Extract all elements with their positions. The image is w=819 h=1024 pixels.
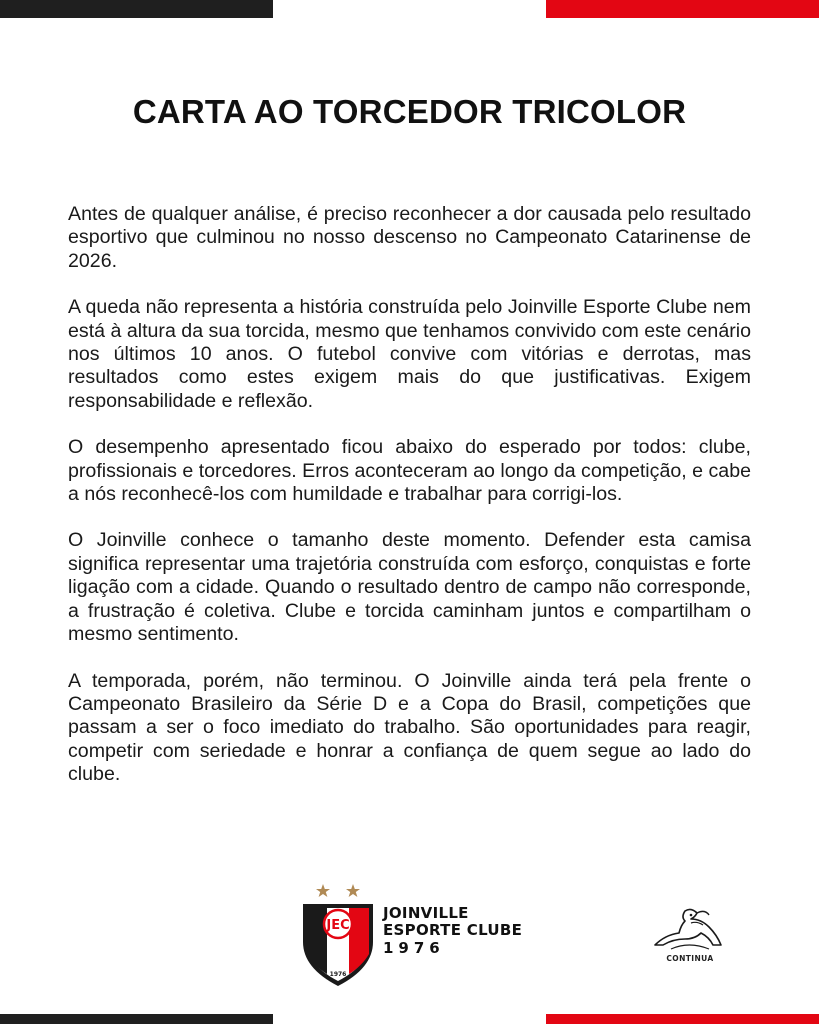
jec-crest-icon — [300, 882, 376, 987]
top-right-accent-bar — [546, 0, 819, 18]
bottom-left-accent-bar — [0, 1014, 273, 1024]
paragraph-2: A queda não representa a história construída pelo Joinville Esporte Clube nem está à altura da sua torcida, mesmo que tenhamos convivido com este cenário nos últimos 10 anos. O futebol convive com vitórias e derrotas, mas resultados como estes exigem mais do que justificativas. Exigem responsabilidade e reflexão. — [68, 296, 751, 412]
continua-label: CONTINUA — [666, 954, 714, 963]
paragraph-5: A temporada, porém, não terminou. O Joinville ainda terá pela frente o Campeonato Brasileiro da Série D e a Copa do Brasil, competições que passam a ser o foco imediato do trabalho. São oportunidades para reagir, competir com seriedade e honrar a confiança de quem segue ao lado do clube. — [68, 669, 751, 786]
paragraph-3: O desempenho apresentado ficou abaixo do esperado por todos: clube, profissionais e torcedores. Erros aconteceram ao longo da competição, e cabe a nós reconhecê-los com humildade e trabalhar para corrigi-los. — [68, 436, 751, 506]
club-name — [383, 905, 522, 957]
bottom-right-accent-bar — [546, 1014, 819, 1024]
paragraph-4: O Joinville conhece o tamanho deste momento. Defender esta camisa significa representar uma trajetória construída com esforço, conquistas e forte ligação com a cidade. Quando o resultado dentro de campo não corresponde, a frustração é coletiva. Clube e torcida caminham juntos e compartilham o mesmo sentimento. — [68, 529, 751, 646]
club-logo — [300, 882, 530, 987]
top-left-accent-bar — [0, 0, 273, 18]
svg-text:JEC: JEC — [326, 918, 350, 933]
club-name-line2: ESPORTE CLUBE — [383, 921, 523, 939]
svg-text:1976: 1976 — [329, 971, 347, 978]
rabbit-icon — [651, 905, 729, 953]
page-title: CARTA AO TORCEDOR TRICOLOR — [132, 93, 687, 130]
continua-indicator — [650, 905, 730, 970]
star-icon — [316, 884, 330, 897]
club-name-line1: JOINVILLE — [383, 904, 469, 922]
letter-body — [68, 203, 751, 810]
paragraph-1: Antes de qualquer análise, é preciso reconhecer a dor causada pelo resultado esportivo que culminou no nosso descenso no Campeonato Catarinense de 2026. — [68, 203, 751, 272]
star-icon — [346, 884, 360, 897]
club-founding-year: 1976 — [383, 939, 445, 957]
